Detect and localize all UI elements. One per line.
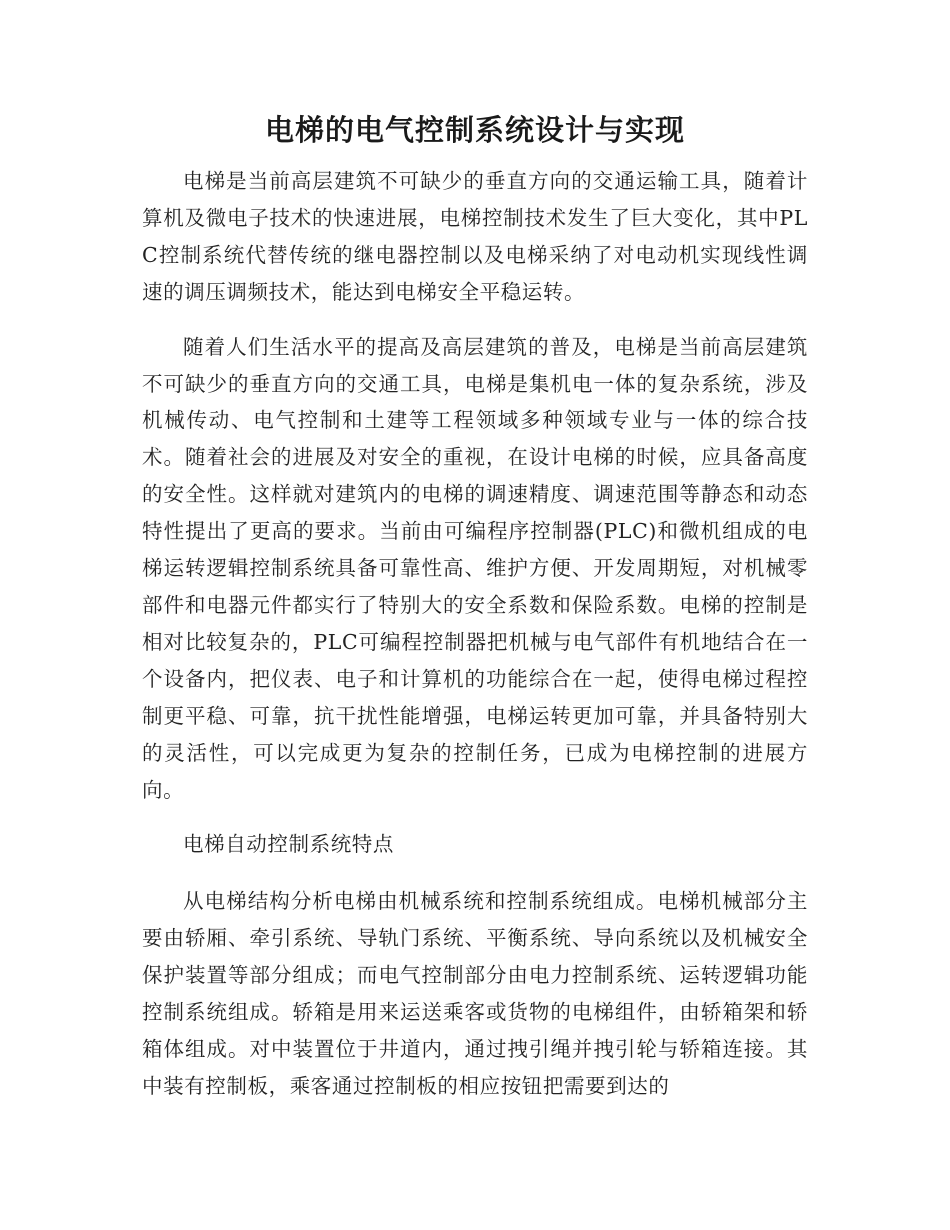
section-heading: 电梯自动控制系统特点 [183,832,394,857]
document-title: 电梯的电气控制系统设计与实现 [264,113,685,147]
document-body [142,163,808,1123]
paragraph-intro: 电梯是当前高层建筑不可缺少的垂直方向的交通运输工具，随着计算机及微电子技术的快速进展，电梯控制技术发生了巨大变化，其中PLC控制系统代替传统的继电器控制以及电梯采纳了对电动机实现线性调速的调压调频技术，能达到电梯安全平稳运转。 [142,169,808,304]
paragraph-background: 随着人们生活水平的提高及高层建筑的普及，电梯是当前高层建筑不可缺少的垂直方向的交通工具，电梯是集机电一体的复杂系统，涉及机械传动、电气控制和土建等工程领域多种领域专业与一体的综合技术。随着社会的进展及对安全的重视，在设计电梯的时候，应具备高度的安全性。这样就对建筑内的电梯的调速精度、调速范围等静态和动态特性提出了更高的要求。当前由可编程序控制器(PLC)和微机组成的电梯运转逻辑控制系统具备可靠性高、维护方便、开发周期短，对机械零部件和电器元件都实行了特别大的安全系数和保险系数。电梯的控制是相对比较复杂的，PLC可编程控制器把机械与电气部件有机地结合在一个设备内，把仪表、电子和计算机的功能综合在一起，使得电梯过程控制更平稳、可靠，抗干扰性能增强，电梯运转更加可靠，并具备特别大的灵活性，可以完成更为复杂的控制任务，已成为电梯控制的进展方向。 [142,334,808,802]
paragraph-structure: 从电梯结构分析电梯由机械系统和控制系统组成。电梯机械部分主要由轿厢、牵引系统、导轨门系统、平衡系统、导向系统以及机械安全保护装置等部分组成；而电气控制部分由电力控制系统、运转逻辑功能控制系统组成。轿箱是用来运送乘客或货物的电梯组件，由轿箱架和轿箱体组成。对中装置位于井道内，通过拽引绳并拽引轮与轿箱连接。其中装有控制板，乘客通过控制板的相应按钮把需要到达的 [142,889,808,1098]
